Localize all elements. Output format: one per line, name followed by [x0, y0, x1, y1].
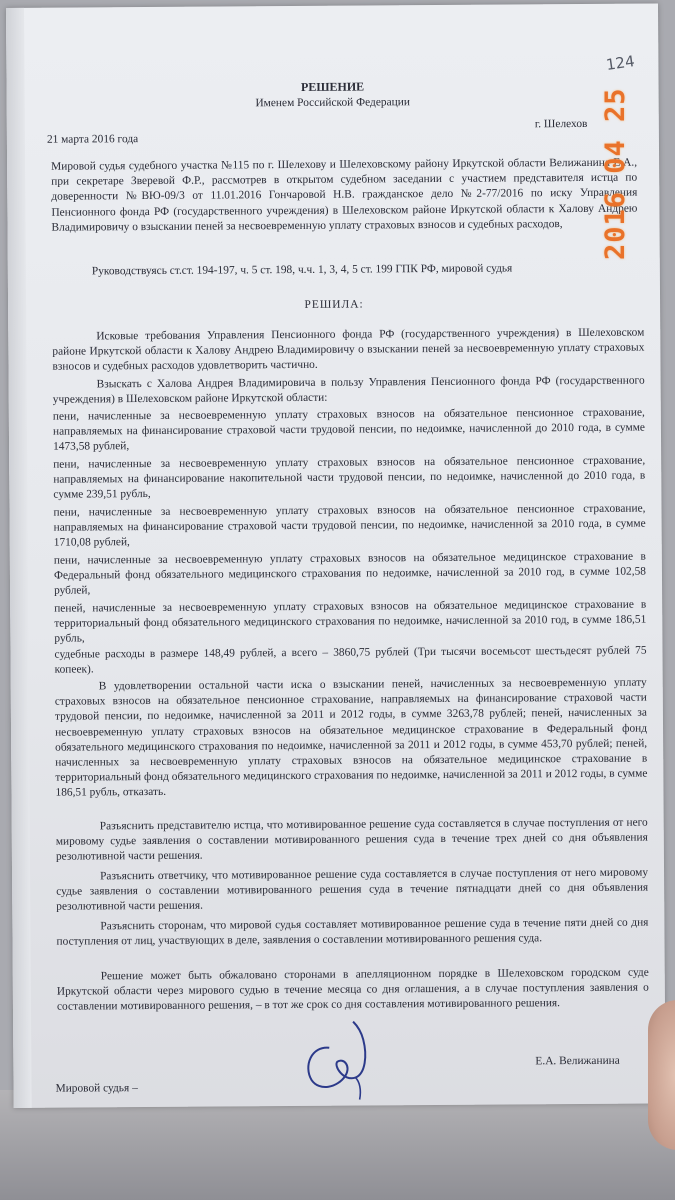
list-item: пени, начисленные за несвоевременную уплату страховых взносов на обязательное пенсионное страхование, направляемых на финансирование накопительной части трудовой пенсии, по недоимке, начисленной до 2010 года, в сумме 239,51 рубль, — [53, 454, 646, 502]
paragraph-2: Взыскать с Халова Андрея Владимировича в пользу Управления Пенсионного фонда РФ (государственного учреждения) в Шелеховском районе Иркутской области: — [52, 374, 645, 406]
list-item: пеней, начисленные за несвоевременную уплату страховых взносов на обязательное медицинское страхование в территориальный фонд обязательного медицинского страхования по недоимке, начисленной за 2010 год, в сумме 186,51 рубль, — [54, 598, 647, 646]
document-subtitle: Именем Российской Федерации — [255, 96, 410, 110]
document-date: 21 марта 2016 года — [46, 133, 139, 146]
list-item: пени, начисленные за несвоевременную уплату страховых взносов на обязательное пенсионное страхование, направляемых на финансирование страховой части трудовой пенсии, по недоимке, начисленной за 2010 года, в сумме 1710,08 рублей, — [53, 502, 646, 550]
document-city: г. Шелехов — [534, 117, 588, 131]
list-item: пени, начисленные за несвоевременную уплату страховых взносов на обязательное пенсионное страхование, направляемых на финансирование страховой части трудовой пенсии, по недоимке, начисленной до 2010 года, в сумме 1473,58 рублей, — [52, 406, 645, 454]
signer-name: Е.А. Велижанина — [535, 1054, 620, 1068]
decided-heading: РЕШИЛА: — [304, 298, 364, 311]
paragraph-3: В удовлетворении остальной части иска о взыскании пеней, начисленных за несвоевременную уплату страховых взносов на обязательное пенсионное страхование, направляемых на финансирование страховой части трудовой пенсии, по недоимке, начисленной за 2011 и 2012 годы, в сумме 3263,78 рублей; пеней, начисленных за несвоевременную уплату страховых взносов на обязательное медицинское страхование в Федеральный фонд обязательного медицинского страхования по недоимке, начисленной за 2011 и 2012 годы, в сумме 453,70 рублей; пеней, начисленных за несвоевременную уплату страховых взносов на обязательное медицинское страхование в территориальный фонд обязательного медицинского страхования по недоимке, начисленной за 2011 и 2012 годы, в сумме 186,51 рубль, отказать. — [54, 676, 648, 800]
document-page — [6, 3, 666, 1108]
paragraph-6: Разъяснить сторонам, что мировой судья составляет мотивированное решение суда в течение пяти дней со дня поступления от лиц, участвующих в деле, заявления о составлении мотивированного решения суда. — [56, 916, 649, 948]
signature-icon — [293, 1015, 394, 1106]
thumb — [648, 1000, 675, 1150]
paragraph-1: Исковые требования Управления Пенсионного фонда РФ (государственного учреждения) в Шелеховском районе Иркутской области к Халову Андрею Владимировичу о взыскании пеней за несвоевременную уплату страховых взносов и судебных расходов удовлетворить частично. — [52, 326, 645, 374]
paragraph-4: Разъяснить представителю истца, что мотивированное решение суда составляется в случае поступления от него мировому судье заявления о составлении мотивированного решения суда в течение трех дней со дня объявления резолютивной части решения. — [55, 816, 648, 864]
page-number: 124 — [604, 52, 636, 74]
paragraph-7: Решение может быть обжаловано сторонами в апелляционном порядке в Шелеховском городском суде Иркутской области через мирового судью в течение месяца со дня оглашения, а в случае поступления заявления о составлении мотивированного решения, – в тот же срок со дня составления мотивированного решения. — [56, 966, 649, 1014]
paper-edge — [6, 8, 32, 1108]
list-item: пени, начисленные за несвоевременную уплату страховых взносов на обязательное медицинское страхование в Федеральный фонд обязательного медицинского страхования по недоимке, начисленной за 2010 год, в сумме 102,58 рублей, — [53, 550, 646, 598]
document-title: РЕШЕНИЕ — [300, 79, 365, 94]
guided-paragraph: Руководствуясь ст.ст. 194-197, ч. 5 ст. 198, ч.ч. 1, 3, 4, 5 ст. 199 ГПК РФ, мировой судья — [91, 262, 513, 278]
paragraph-5: Разъяснить ответчику, что мотивированное решение суда составляется в случае поступления от него мировому судье заявления о составлении мотивированного решения суда в течение пятнадцати дней со дня объявления резолютивной части решения. — [56, 866, 649, 914]
list-item: судебные расходы в размере 148,49 рублей, а всего – 3860,75 рублей (Три тысячи восемьсот шестьдесят рублей 75 копеек). — [54, 644, 647, 676]
intro-paragraph: Мировой судья судебного участка №115 по г. Шелехову и Шелеховскому району Иркутской области Велижанина Е.А., при секретаре Зверевой Ф.Р., рассмотрев в открытом судебном заседании с участием представителя истца по доверенности №ВЮ-09/3 от 11.01.2016 Гончаровой Н.В. гражданское дело №2-77/2016 по иску Управления Пенсионного фонда РФ (государственного учреждения) в Шелеховском районе Иркутской области к Халову Андрею Владимировичу о взыскании пеней за несвоевременную уплату страховых взносов и судебных расходов, — [51, 156, 638, 234]
date-stamp: 2016 04 25 — [600, 87, 631, 260]
judge-label: Мировой судья – — [55, 1082, 138, 1095]
